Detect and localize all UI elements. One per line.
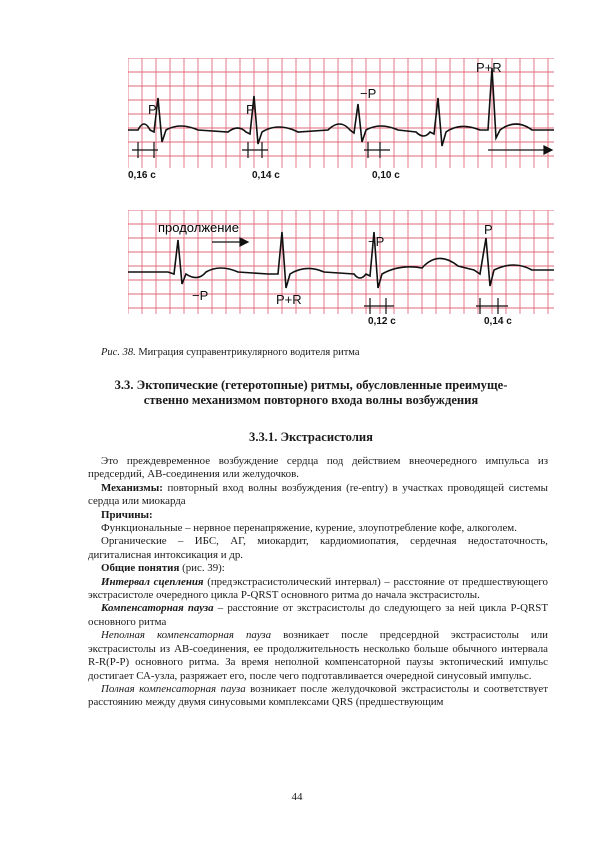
paragraph-text: возникает после желудочковой экстрасистолы и соответствует расстоянию между двумя синусовыми комплексами QRS (предшествующим [88, 682, 548, 709]
paragraph [88, 629, 548, 683]
wave-label: P [484, 222, 493, 237]
paragraph [88, 509, 548, 522]
interval-label: 0,14 c [484, 316, 512, 327]
section-title: 3.3. Эктопические (гетеротопные) ритмы, обусловленные преимуще-ственно механизмом повторного входа волны возбуждения [114, 378, 508, 407]
wave-label: −P [360, 86, 377, 101]
paragraph [88, 576, 548, 603]
term: Причины: [101, 508, 153, 521]
term: Неполная компенсаторная пауза [101, 629, 272, 642]
paragraph-text: – расстояние от экстрасистолы до следующего за ней цикла P-QRST основного ритма [88, 602, 548, 628]
caption-text: Миграция суправентрикулярного водителя ритма [135, 347, 360, 358]
wave-label: P [148, 102, 157, 117]
interval-label: 0,12 c [368, 316, 396, 327]
term: Компенсаторная пауза [101, 602, 214, 615]
figure-caption [101, 347, 360, 358]
page-number: 44 [291, 791, 303, 803]
term: Общие понятия [101, 562, 180, 575]
interval-label: 0,16 c [128, 170, 156, 181]
wave-label: P+R [476, 60, 502, 75]
term: Полная компенсаторная пауза [101, 682, 246, 695]
ecg-trace [128, 68, 554, 146]
interval-label: 0,14 c [252, 170, 280, 181]
wave-label: P [246, 102, 255, 117]
wave-label: −P [192, 288, 209, 303]
wave-label: P+R [276, 292, 302, 307]
paragraph: Функциональные – нервное перенапряжение, курение, злоупотребление кофе, алкоголем. [101, 522, 517, 535]
term: Интервал сцепления [101, 575, 204, 588]
interval-label: 0,10 c [372, 170, 400, 181]
paragraph [88, 482, 548, 509]
body-text [88, 455, 548, 710]
wave-label: −P [368, 234, 385, 249]
paragraph: Это преждевременное возбуждение сердца под действием внеочередного импульса из предсердий, АВ-соединения или желудочков. [88, 455, 548, 481]
paragraph-text: (рис. 39): [179, 562, 225, 575]
subsection-title: 3.3.1. Экстрасистолия [249, 430, 373, 444]
figure-number: Рис. 38. [101, 347, 136, 358]
paragraph-text: (предэкстрасистолический интервал) – расстояние от предшествующего экстрасистоле очередного цикла P-QRST основного ритма до начала экстрасистолы. [88, 575, 548, 602]
paragraph [88, 562, 548, 575]
paragraph: Органические – ИБС, АГ, миокардит, кардиомиопатия, сердечная недостаточность, дигиталисная интоксикация и др. [88, 535, 548, 561]
paragraph [88, 602, 548, 629]
term: Механизмы: [101, 481, 163, 494]
ecg-strip-top [128, 58, 554, 188]
paragraph-text: повторный вход волны возбуждения (re-entry) в участках проводящей системы сердца или миокарда [88, 481, 548, 508]
continuation-label: продолжение [158, 220, 239, 235]
ecg-strip-bottom [128, 210, 554, 338]
paragraph-text: возникает после предсердной экстрасистолы или экстрасистолы из АВ-соединения, ее продолжительность несколько больше обычного интервала R-R(P-P) основного ритма. За время неполной компенсаторной паузы эктопический импульс достигает СА-узла, разряжает его, после чего подготавливается очередной синусовый импульс. [88, 629, 548, 682]
paragraph [88, 683, 548, 710]
